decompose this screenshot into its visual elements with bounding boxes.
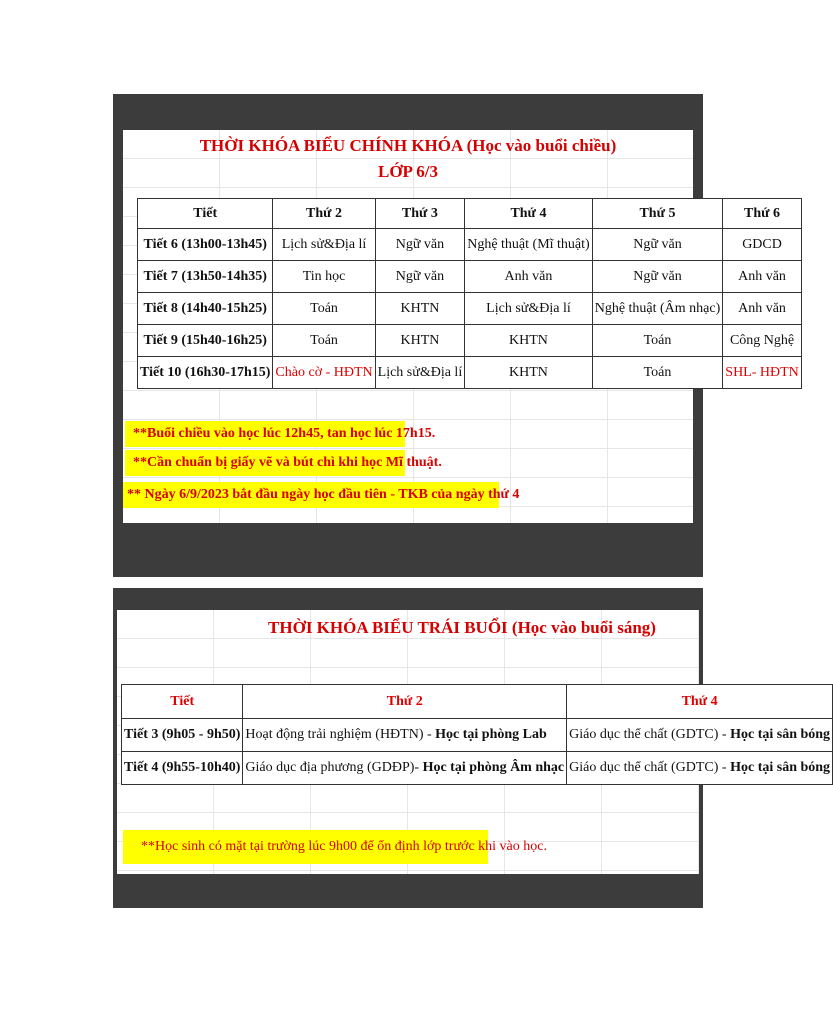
table-row	[122, 719, 833, 752]
extra-schedule-panel	[113, 588, 831, 908]
table-cell: Ngữ văn	[592, 261, 723, 293]
table-cell: Công Nghệ	[723, 325, 802, 357]
subject-text: Giáo dục địa phương (GDĐP)-	[245, 760, 423, 775]
table-row	[138, 293, 802, 325]
table-header-row	[122, 685, 833, 719]
note-start-date: ** Ngày 6/9/2023 bắt đầu ngày học đầu tiên - TKB của ngày thứ 4	[123, 482, 499, 508]
header-wednesday: Thứ 4	[465, 199, 592, 229]
table-cell: Chào cờ - HĐTN	[273, 357, 375, 389]
main-schedule-table	[137, 198, 802, 389]
table-cell: Nghệ thuật (Âm nhạc)	[592, 293, 723, 325]
table-cell: Toán	[592, 325, 723, 357]
table-cell: KHTN	[465, 325, 592, 357]
main-schedule-sheet	[123, 130, 799, 523]
header-monday: Thứ 2	[273, 199, 375, 229]
location-text: Học tại phòng Lab	[435, 727, 547, 742]
table-cell: SHL- HĐTN	[723, 357, 802, 389]
subject-text: Giáo dục thể chất (GDTC) -	[569, 727, 731, 742]
table-cell: Ngữ văn	[375, 229, 465, 261]
main-schedule-panel	[113, 94, 799, 577]
table-cell: Ngữ văn	[592, 229, 723, 261]
header-period: Tiết	[122, 685, 243, 719]
header-thursday: Thứ 5	[592, 199, 723, 229]
subject-text: Hoạt động trải nghiệm (HĐTN) -	[245, 727, 436, 742]
table-cell: Lịch sử&Địa lí	[273, 229, 375, 261]
table-cell	[567, 752, 833, 785]
period-cell: Tiết 8 (14h40-15h25)	[138, 293, 273, 325]
period-cell: Tiết 3 (9h05 - 9h50)	[122, 719, 243, 752]
period-cell: Tiết 7 (13h50-14h35)	[138, 261, 273, 293]
table-row	[138, 357, 802, 389]
table-cell: Tin học	[273, 261, 375, 293]
period-cell: Tiết 10 (16h30-17h15)	[138, 357, 273, 389]
extra-schedule-title: THỜI KHÓA BIỂU TRÁI BUỔI (Học vào buổi sáng)	[268, 618, 656, 637]
period-cell: Tiết 6 (13h00-13h45)	[138, 229, 273, 261]
table-cell: Anh văn	[723, 293, 802, 325]
table-cell: KHTN	[465, 357, 592, 389]
table-cell: Lịch sử&Địa lí	[465, 293, 592, 325]
note-arrival-time: **Học sinh có mặt tại trường lúc 9h00 để ổn định lớp trước khi vào học.	[123, 830, 488, 864]
period-cell: Tiết 4 (9h55-10h40)	[122, 752, 243, 785]
header-tuesday: Thứ 3	[375, 199, 465, 229]
table-cell	[243, 719, 567, 752]
table-row	[138, 325, 802, 357]
extra-schedule-table	[121, 684, 833, 785]
table-cell	[567, 719, 833, 752]
table-cell: Ngữ văn	[375, 261, 465, 293]
subject-text: Giáo dục thể chất (GDTC) -	[569, 760, 731, 775]
header-friday: Thứ 6	[723, 199, 802, 229]
location-text: Học tại phòng Âm nhạc	[422, 760, 565, 775]
header-monday: Thứ 2	[243, 685, 567, 719]
table-cell: KHTN	[375, 325, 465, 357]
header-wednesday: Thứ 4	[567, 685, 833, 719]
period-cell: Tiết 9 (15h40-16h25)	[138, 325, 273, 357]
table-cell: Toán	[273, 293, 375, 325]
table-cell: Anh văn	[465, 261, 592, 293]
table-cell: KHTN	[375, 293, 465, 325]
header-period: Tiết	[138, 199, 273, 229]
table-row	[138, 229, 802, 261]
table-cell: Lịch sử&Địa lí	[375, 357, 465, 389]
table-cell: Toán	[273, 325, 375, 357]
extra-schedule-sheet	[117, 610, 831, 874]
table-cell: GDCD	[723, 229, 802, 261]
table-row	[138, 261, 802, 293]
table-header-row	[138, 199, 802, 229]
location-text: Học tại sân bóng	[730, 760, 831, 775]
table-cell: Toán	[592, 357, 723, 389]
table-cell: Nghệ thuật (Mĩ thuật)	[465, 229, 592, 261]
main-schedule-class: LỚP 6/3	[378, 162, 438, 181]
table-row	[122, 752, 833, 785]
table-cell: Anh văn	[723, 261, 802, 293]
note-afternoon-time: **Buổi chiều vào học lúc 12h45, tan học lúc 17h15.	[125, 421, 405, 447]
table-cell	[243, 752, 567, 785]
location-text: Học tại sân bóng	[730, 727, 831, 742]
note-art-supplies: **Cần chuẩn bị giấy vẽ và bút chì khi học Mĩ thuật.	[125, 450, 405, 476]
main-schedule-title: THỜI KHÓA BIỂU CHÍNH KHÓA (Học vào buổi chiều)	[199, 136, 617, 155]
